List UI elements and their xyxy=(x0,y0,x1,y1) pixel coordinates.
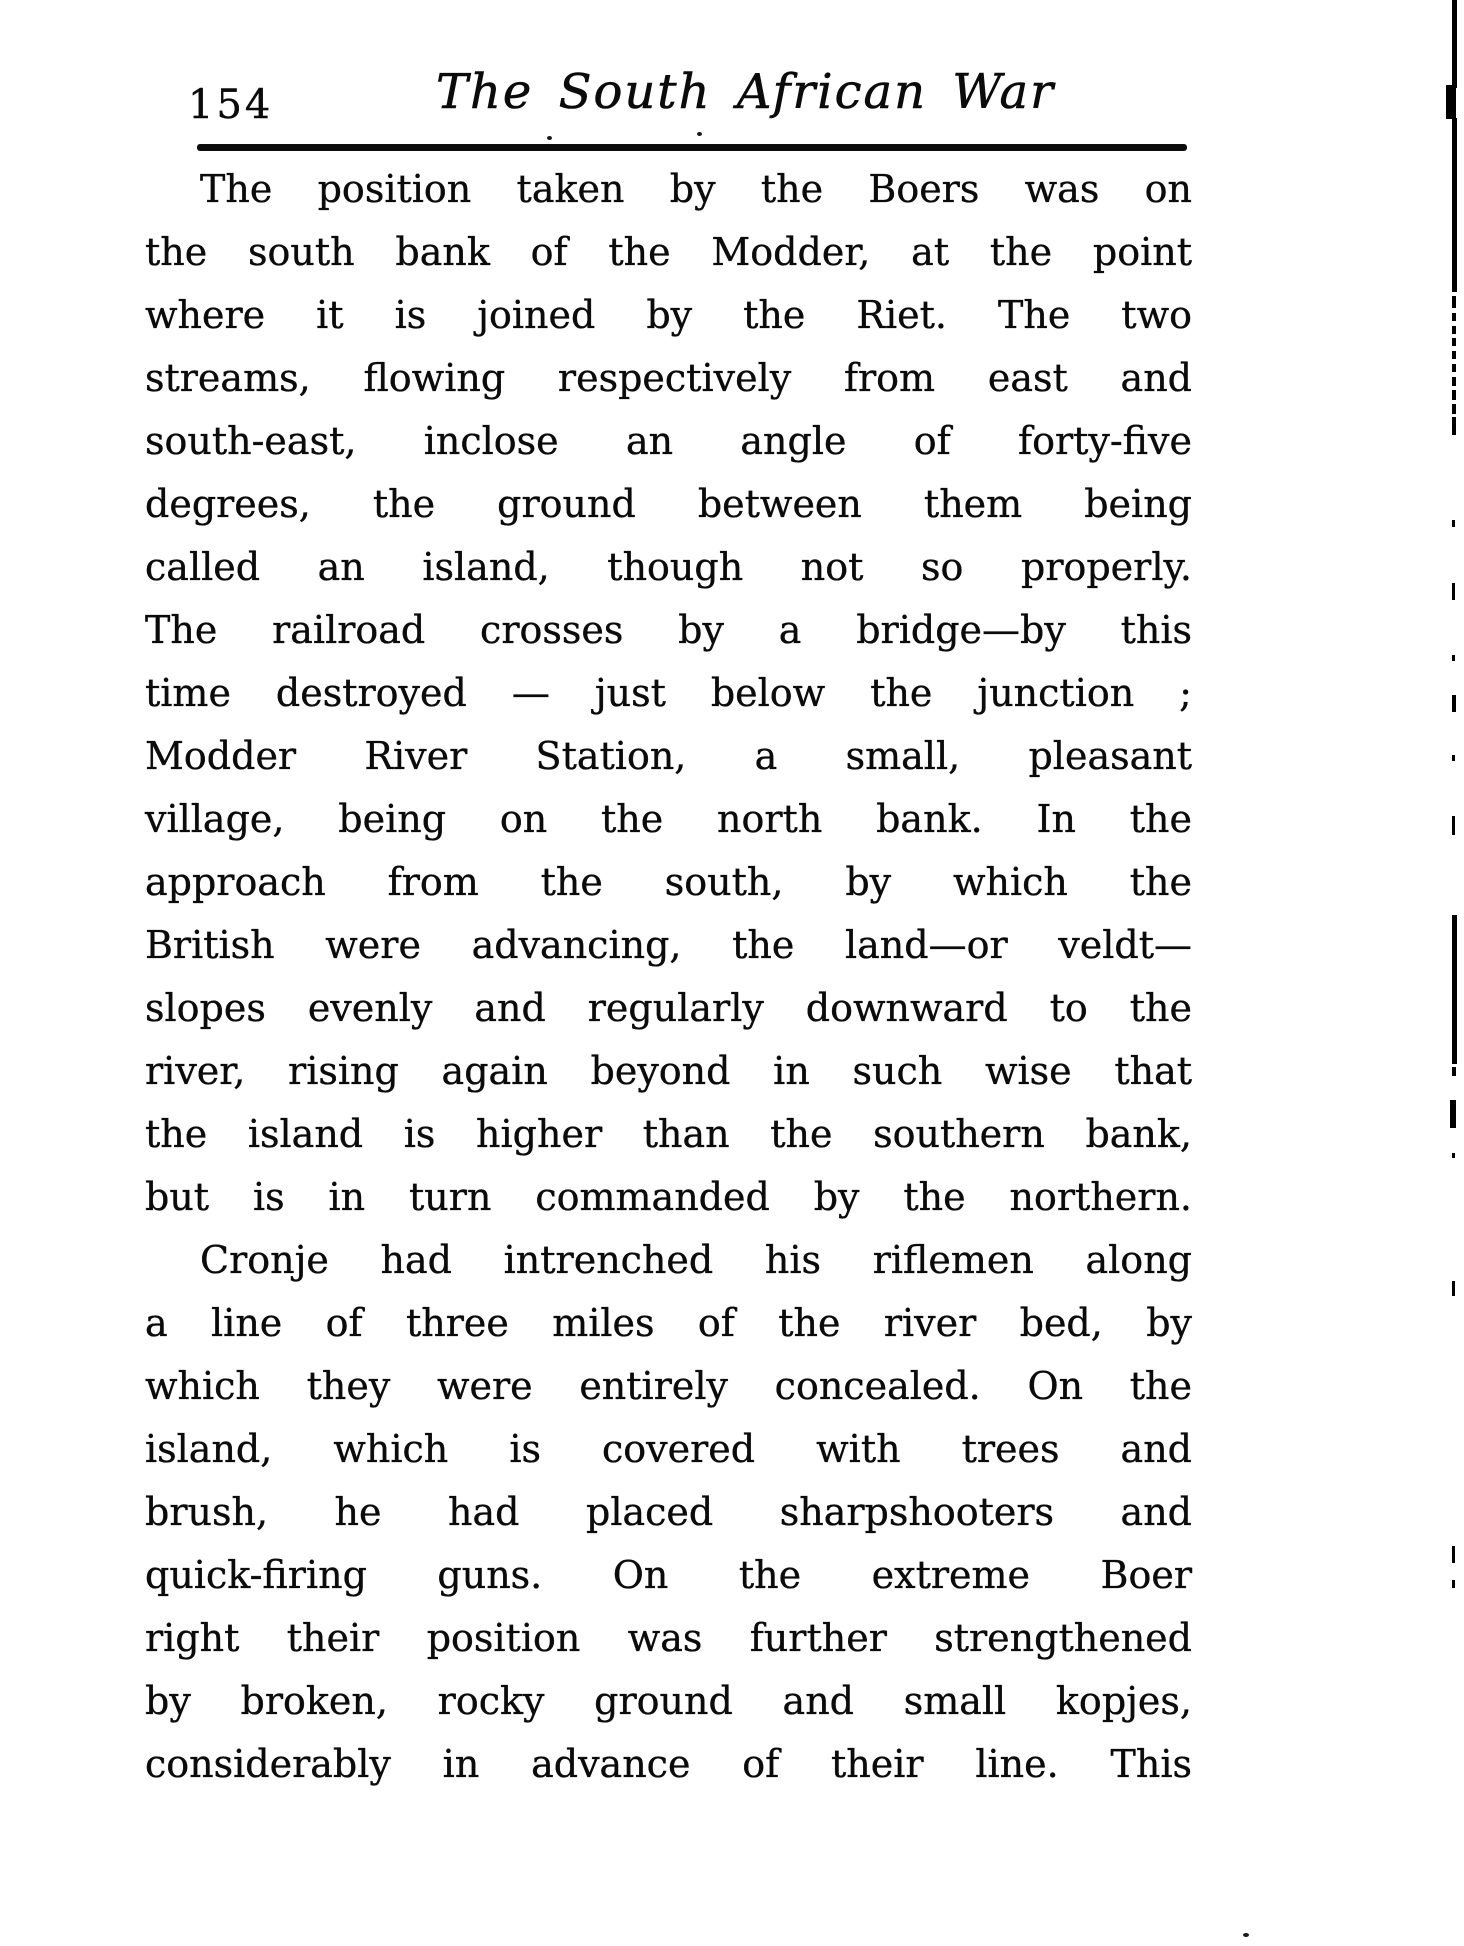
paragraph xyxy=(145,158,1192,1229)
page-edge-artifact-mark xyxy=(1452,520,1455,527)
page-title: The South African War xyxy=(436,64,1056,120)
scan-speck xyxy=(697,132,702,136)
text-line: approach from the south, by which the xyxy=(145,860,1192,904)
text-line: south-east, inclose an angle of forty-five xyxy=(145,419,1192,463)
text-line: slopes evenly and regularly downward to the xyxy=(145,986,1192,1030)
page-edge-artifact-mark xyxy=(1452,1067,1456,1076)
text-line: The railroad crosses by a bridge—by this xyxy=(145,608,1192,652)
text-line: brush, he had placed sharpshooters and xyxy=(145,1490,1192,1534)
text-line: which they were entirely concealed. On the xyxy=(145,1364,1192,1408)
text-line: a line of three miles of the river bed, by xyxy=(145,1301,1192,1345)
page-edge-artifact-mark xyxy=(1452,118,1457,292)
text-line: river, rising again beyond in such wise that xyxy=(145,1049,1192,1093)
text-line: quick-firing guns. On the extreme Boer xyxy=(145,1553,1192,1597)
text-line: British were advancing, the land—or veldt— xyxy=(145,923,1192,967)
page-edge-artifact-mark xyxy=(1446,85,1456,119)
page-edge-artifact-mark xyxy=(1450,1100,1456,1128)
text-line: time destroyed — just below the junction ; xyxy=(145,671,1192,715)
page-edge-artifact-mark xyxy=(1452,1580,1455,1588)
text-line: but is in turn commanded by the northern. xyxy=(145,1175,1192,1219)
text-line: by broken, rocky ground and small kopjes, xyxy=(145,1679,1192,1723)
text-line: village, being on the north bank. In the xyxy=(145,797,1192,841)
scan-speck xyxy=(547,136,552,140)
page-edge-artifact-mark xyxy=(1452,390,1456,400)
page-edge-artifact-mark xyxy=(1452,655,1455,661)
text-line: called an island, though not so properly. xyxy=(145,545,1192,589)
scan-speck xyxy=(1243,1933,1249,1937)
page-edge-artifact-mark xyxy=(1452,915,1457,1064)
text-line: degrees, the ground between them being xyxy=(145,482,1192,526)
page-edge-artifact-mark xyxy=(1452,364,1456,372)
page-edge-artifact-mark xyxy=(1452,0,1457,88)
page-edge-artifact-mark xyxy=(1452,1153,1455,1158)
page-edge-artifact-mark xyxy=(1452,377,1456,386)
page-edge-artifact-mark xyxy=(1452,417,1456,435)
page-edge-artifact-mark xyxy=(1452,326,1456,334)
page-edge-artifact-mark xyxy=(1452,338,1456,346)
text-line: Modder River Station, a small, pleasant xyxy=(145,734,1192,778)
body-text xyxy=(145,158,1192,1796)
text-line: the island is higher than the southern bank, xyxy=(145,1112,1192,1156)
header-rule xyxy=(197,144,1187,151)
text-line: The position taken by the Boers was on xyxy=(200,167,1192,211)
text-line: the south bank of the Modder, at the point xyxy=(145,230,1192,274)
page-edge-artifact-mark xyxy=(1452,1281,1455,1296)
paragraph xyxy=(145,1229,1192,1796)
page-number: 154 xyxy=(188,82,274,128)
page-edge-artifact-mark xyxy=(1452,695,1456,712)
page-edge-artifact-mark xyxy=(1452,404,1456,414)
page-edge-artifact-mark xyxy=(1452,583,1455,600)
text-line: Cronje had intrenched his riflemen along xyxy=(200,1238,1192,1282)
page-edge-artifact-mark xyxy=(1452,1546,1455,1563)
text-line: island, which is covered with trees and xyxy=(145,1427,1192,1471)
page-edge-artifact-mark xyxy=(1452,816,1455,835)
text-line: streams, flowing respectively from east and xyxy=(145,356,1192,400)
text-line: where it is joined by the Riet. The two xyxy=(145,293,1192,337)
text-line: right their position was further strengthened xyxy=(145,1616,1192,1660)
page-edge-artifact-mark xyxy=(1452,313,1456,321)
page-edge-artifact-mark xyxy=(1452,351,1456,359)
text-line: considerably in advance of their line. This xyxy=(145,1742,1192,1786)
page-edge-artifact-mark xyxy=(1452,755,1455,761)
page-edge-artifact-mark xyxy=(1452,296,1456,308)
